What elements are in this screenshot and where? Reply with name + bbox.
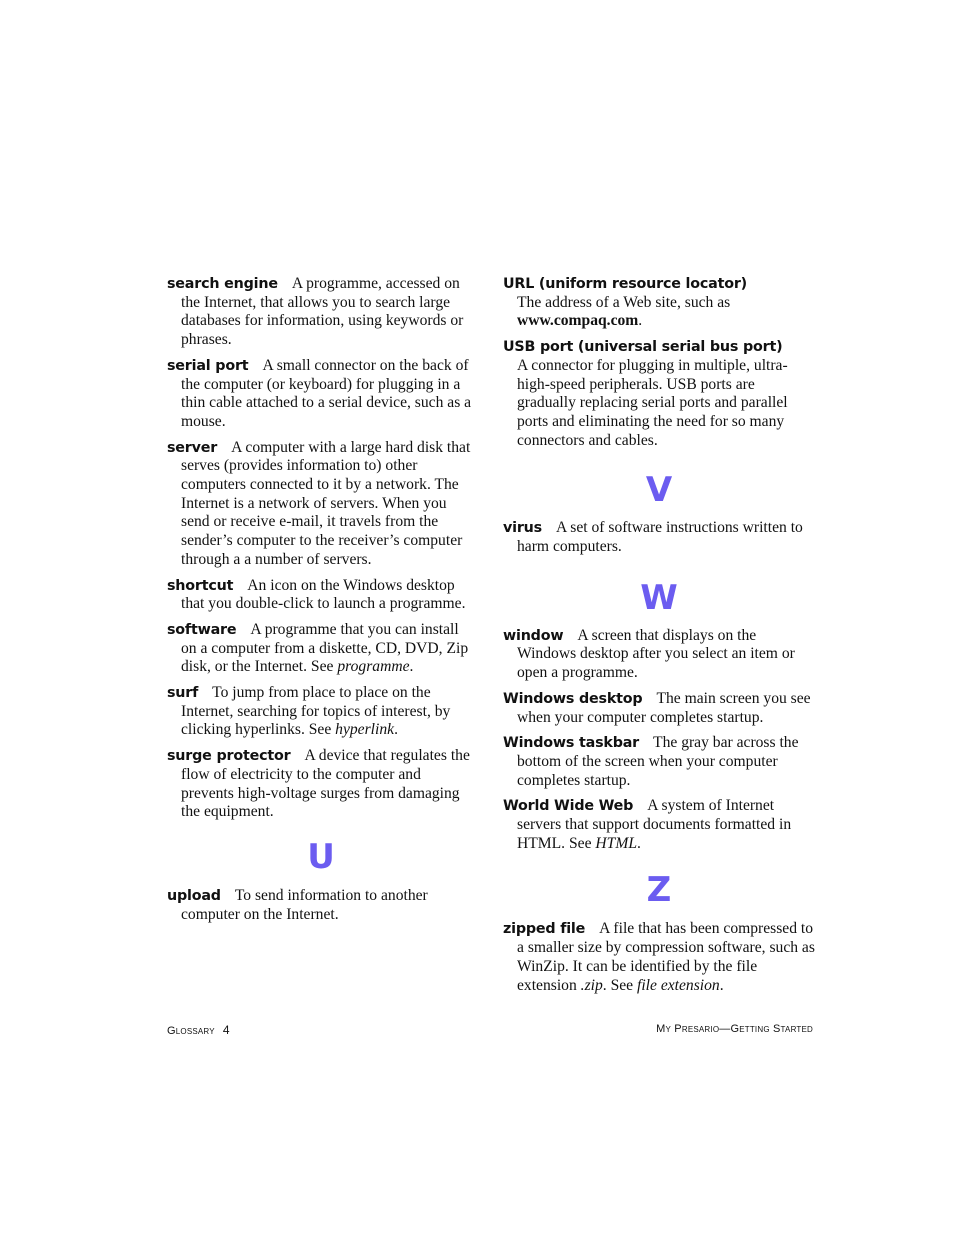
glossary-entry-serial-port: [167, 357, 475, 432]
glossary-definition: A programme that you can install on a computer from a diskette, CD, DVD, Zip disk, or the Internet. See: [181, 620, 469, 676]
glossary-definition: A screen that displays on the Windows desktop after you select an item or open a programme.: [517, 626, 795, 682]
glossary-entry-windows-taskbar: [503, 734, 815, 790]
right-column: [503, 275, 815, 1002]
glossary-term: surf: [167, 685, 199, 702]
glossary-term: server: [167, 439, 218, 456]
glossary-entry-shortcut: [167, 577, 475, 614]
glossary-definition: An icon on the Windows desktop that you double-click to launch a programme.: [181, 576, 466, 613]
glossary-definition: A small connector on the back of the computer (or keyboard) for plugging in a thin cable attached to a serial device, such as a mouse.: [181, 356, 472, 430]
section-letter-z: Z: [646, 870, 672, 911]
footer-left: [167, 1023, 230, 1037]
glossary-term: software: [167, 621, 237, 638]
glossary-entry-software: [167, 621, 475, 677]
glossary-entry-url: [503, 275, 815, 331]
file-extension-example: .zip: [580, 976, 603, 994]
glossary-term: virus: [503, 520, 542, 537]
glossary-entry-usb-port: [503, 338, 815, 450]
glossary-term: zipped file: [503, 921, 586, 938]
glossary-term: Windows taskbar: [503, 735, 640, 752]
cross-reference: programme: [337, 658, 410, 676]
glossary-term: surge protector: [167, 748, 291, 765]
glossary-term: search engine: [167, 276, 278, 292]
cross-reference: HTML: [595, 834, 637, 852]
glossary-definition: To jump from place to place on the Internet, searching for topics of interest, by clicking hyperlinks. See: [181, 684, 451, 739]
cross-reference: hyperlink: [335, 721, 395, 739]
glossary-entry-virus: [503, 519, 815, 556]
glossary-term: World Wide Web: [503, 798, 634, 815]
glossary-term: serial port: [167, 357, 249, 374]
definition-connector: . See: [602, 976, 637, 994]
footer-section-label: Glossary: [167, 1025, 215, 1037]
cross-reference: file extension: [637, 976, 720, 994]
glossary-term: window: [503, 627, 564, 644]
glossary-definition: A system of Internet servers that support documents formatted in HTML. See: [517, 797, 792, 852]
glossary-definition: A programme, accessed on the Internet, that allows you to search large databases for information, using keywords or phrases.: [181, 275, 464, 349]
glossary-term: USB port (universal serial bus port): [503, 339, 783, 356]
glossary-entry-surge-protector: [167, 747, 475, 822]
page-number: 4: [222, 1023, 230, 1037]
glossary-definition: The main screen you see when your computer completes startup.: [517, 689, 811, 726]
glossary-entry-server: [167, 439, 475, 570]
definition-end: .: [409, 658, 414, 676]
definition-end: .: [394, 721, 398, 739]
glossary-definition: A set of software instructions written to harm computers.: [517, 519, 803, 556]
footer-book-title: My Presario—Getting Started: [656, 1023, 813, 1035]
glossary-definition: A computer with a large hard disk that serves (provides information to) other computers connected to it by a network. The Internet is a network of servers. When you send or receive e-mail, it travels from the sender’s computer to the receiver’s computer through a a number of servers.: [181, 438, 471, 568]
left-column: [167, 275, 475, 931]
glossary-entry-search-engine: [167, 275, 475, 350]
glossary-term: upload: [167, 887, 221, 904]
footer-right: [656, 1023, 813, 1035]
definition-end: .: [719, 976, 724, 994]
section-letter-v: V: [645, 470, 673, 511]
glossary-definition: The address of a Web site, such as: [517, 293, 731, 311]
glossary-entry-upload: [167, 887, 475, 924]
section-letter-u: U: [307, 836, 335, 877]
glossary-definition: The gray bar across the bottom of the screen when your computer completes startup.: [517, 734, 799, 789]
glossary-definition: A connector for plugging in multiple, ultra-high-speed peripherals. USB ports are gradually replacing serial ports and parallel ports and eliminating the need for so many connectors and cables.: [517, 356, 788, 449]
definition-end: .: [637, 834, 641, 852]
glossary-term: URL (uniform resource locator): [503, 276, 748, 292]
glossary-term: Windows desktop: [503, 690, 643, 707]
definition-end: .: [638, 312, 643, 330]
glossary-entry-windows-desktop: [503, 690, 815, 727]
glossary-entry-window: [503, 627, 815, 683]
glossary-entry-world-wide-web: [503, 797, 815, 853]
glossary-entry-zipped-file: [503, 920, 815, 995]
glossary-definition: A file that has been compressed to a smaller size by compression software, such as WinZip. It can be identified by the file extension: [517, 920, 815, 994]
glossary-definition: A device that regulates the flow of electricity to the computer and prevents high-voltage surges from damaging the equipment.: [181, 747, 470, 821]
glossary-definition: To send information to another computer on the Internet.: [181, 886, 428, 923]
web-address: www.compaq.com: [517, 312, 639, 330]
glossary-term: shortcut: [167, 577, 234, 594]
glossary-entry-surf: [167, 684, 475, 740]
section-letter-w: W: [640, 577, 678, 618]
